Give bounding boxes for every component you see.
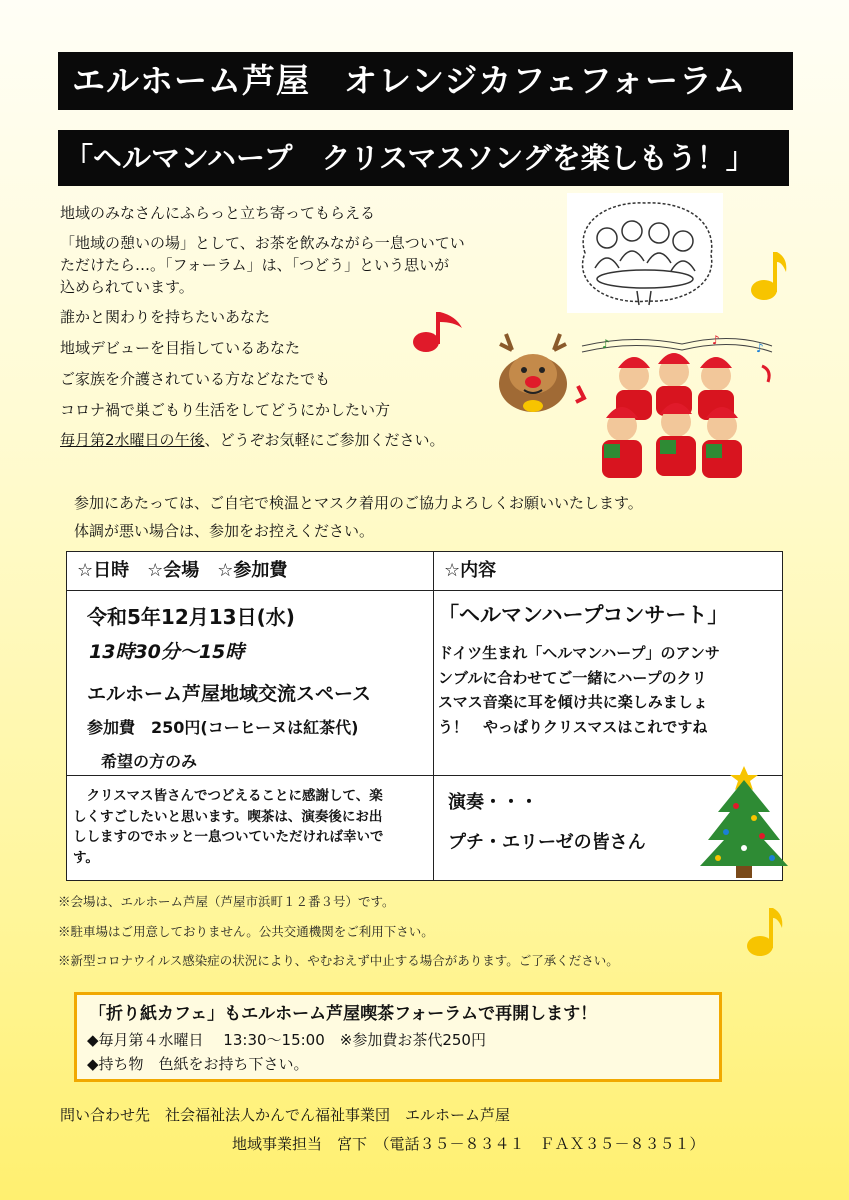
concert-desc-line: スマス音楽に耳を傾け共に楽しみましょ <box>438 693 708 711</box>
schedule-rest: 、どうぞお気軽にご参加ください。 <box>204 431 445 449</box>
contact-line: 問い合わせ先 社会福祉法人かんでん福祉事業団 エルホーム芦屋 <box>60 1106 511 1124</box>
concert-title: 「ヘルマンハープコンサート」 <box>438 603 729 627</box>
reindeer-icon <box>494 330 572 414</box>
thanks-line: クリスマス皆さんでつどえることに感謝して、楽 <box>73 788 383 804</box>
performer-label: 演奏・・・ <box>448 792 538 813</box>
intro-line: 誰かと関わりを持ちたいあなた <box>60 308 271 326</box>
intro-line: 地域デビューを目指しているあなた <box>60 339 301 357</box>
concert-cell <box>434 591 783 776</box>
fee-note: 希望の方のみ <box>101 752 198 771</box>
origami-title: 「折り紙カフェ」もエルホーム芦屋喫茶フォーラムで再開します！ <box>89 1004 598 1024</box>
footnote: ※駐車場はご用意しておりません。公共交通機関をご利用下さい。 <box>58 924 434 939</box>
contact-line: 地域事業担当 宮下 （電話３５－８３４１ ＦＡＸ３５－８３５１） <box>232 1135 705 1153</box>
notice-line: 体調が悪い場合は、参加をお控えください。 <box>74 522 375 540</box>
thanks-cell <box>67 776 434 881</box>
page-subtitle: 「ヘルマンハープ クリスマスソングを楽しもう！」 <box>58 130 789 186</box>
schedule-underlined: 毎月第2水曜日の午後 <box>60 431 205 449</box>
intro-line: コロナ禍で巣ごもり生活をしてどうにかしたい方 <box>60 401 391 419</box>
intro-line: ご家族を介護されている方などなたでも <box>60 370 331 388</box>
intro-line: 込められています。 <box>60 278 194 296</box>
thanks-line: ししますのでホッと一息ついていただければ幸いで <box>73 829 384 845</box>
event-time: 13時30分～15時 <box>89 641 245 663</box>
intro-line: ただけたら…。「フォーラム」は、「つどう」という思いが <box>60 256 450 274</box>
right-header: ☆内容 <box>434 552 783 591</box>
intro-line: 「地域の憩いの場」として、お茶を飲みながら一息ついてい <box>60 234 465 252</box>
event-info-table <box>66 551 783 881</box>
event-fee: 参加費 250円(コーヒーヌは紅茶代) <box>87 718 359 737</box>
origami-cafe-box <box>74 992 722 1082</box>
children-choir-illustration <box>572 326 782 486</box>
christmas-tree-icon <box>696 762 792 880</box>
origami-bring: ◆持ち物 色紙をお持ち下さい。 <box>87 1055 309 1073</box>
svg-text:♪: ♪ <box>712 333 720 347</box>
performer-name: プチ・エリーゼの皆さん <box>448 832 646 853</box>
page-title: エルホーム芦屋 オレンジカフェフォーラム <box>58 52 793 110</box>
footnote: ※会場は、エルホーム芦屋（芦屋市浜町１２番３号）です。 <box>58 894 395 909</box>
event-venue: エルホーム芦屋地域交流スペース <box>87 683 372 705</box>
notice-line: 参加にあたっては、ご自宅で検温とマスク着用のご協力よろしくお願いいたします。 <box>74 494 643 512</box>
event-details-cell <box>67 591 434 776</box>
event-date: 令和5年12月13日(水) <box>87 605 295 629</box>
thanks-text <box>73 786 384 868</box>
thanks-line: す。 <box>73 849 99 866</box>
concert-description <box>438 641 720 739</box>
concert-desc-line: ドイツ生まれ「ヘルマンハープ」のアンサ <box>438 644 720 662</box>
thanks-line: しくすごしたいと思います。喫茶は、演奏後にお出 <box>73 808 383 825</box>
origami-schedule: ◆毎月第４水曜日 13:30～15:00 ※参加費お茶代250円 <box>87 1031 486 1049</box>
concert-desc-line: ンブルに合わせてご一緒にハープのクリ <box>438 668 707 687</box>
music-note-icon <box>744 902 784 962</box>
concert-desc-line: う！ やっぱりクリスマスはこれですね <box>438 717 708 736</box>
cafe-illustration <box>567 193 723 313</box>
footnote: ※新型コロナウイルス感染症の状況により、やむおえず中止する場合があります。ご了承ください。 <box>58 953 619 968</box>
music-note-icon <box>410 306 470 354</box>
svg-text:♪: ♪ <box>756 341 764 355</box>
intro-line-last <box>60 430 445 450</box>
intro-line: 地域のみなさんにふらっと立ち寄ってもらえる <box>60 204 376 222</box>
svg-text:♪: ♪ <box>602 337 610 351</box>
music-note-icon <box>748 246 788 306</box>
left-header: ☆日時 ☆会場 ☆参加費 <box>67 552 434 591</box>
